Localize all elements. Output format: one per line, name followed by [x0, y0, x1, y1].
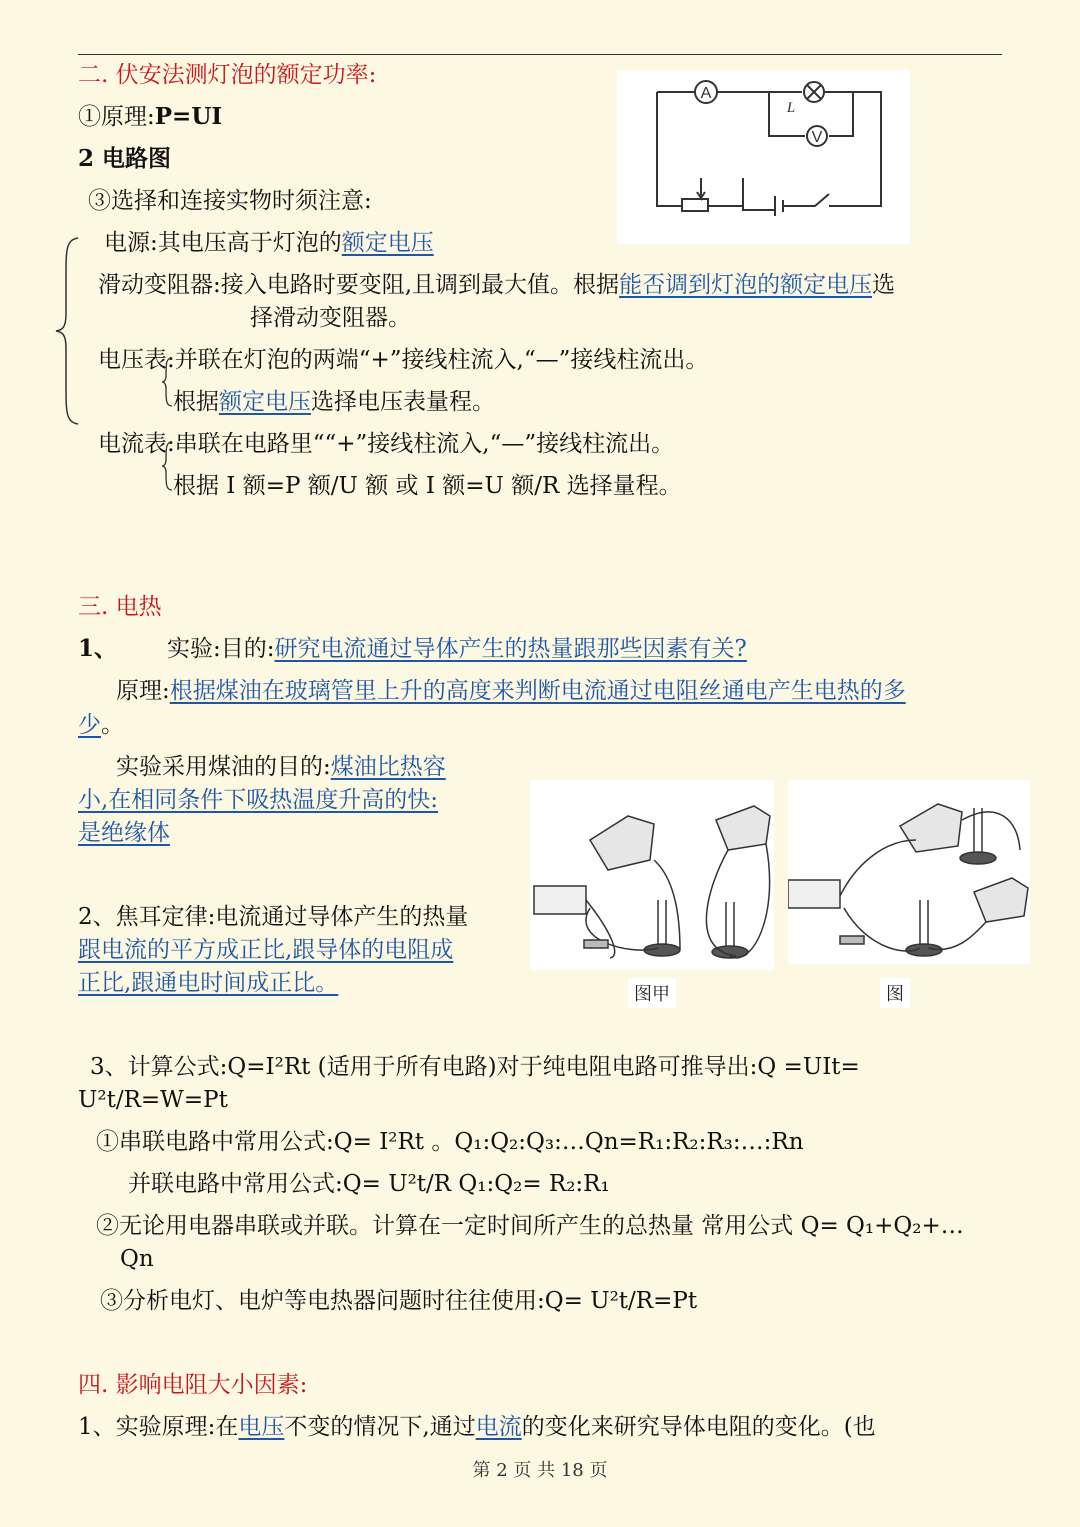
voltmeter-letter: V — [811, 129, 823, 146]
voltmeter-line-1: 电压表:并联在灯泡的两端“+”接线柱流入,“—”接线柱流出。 — [98, 347, 709, 373]
kerosene-prefix: 实验采用煤油的目的: — [116, 754, 331, 780]
exp-num: 1、 — [78, 635, 118, 662]
sec4-prefix: 1、实验原理:在 — [78, 1414, 239, 1440]
switch-2-icon — [840, 936, 864, 944]
lamp-letter: L — [786, 100, 796, 116]
tube-3-icon — [974, 808, 982, 856]
kerosene-line-2: 小,在相同条件下吸热温度升高的快: — [78, 787, 439, 813]
parallel-formula-line: 并联电路中常用公式:Q= U²t/R Q₁:Q₂= R₂:R₁ — [128, 1171, 610, 1197]
power-supply-line — [104, 228, 434, 258]
ammeter-letter: A — [700, 85, 712, 102]
meter-1-icon — [590, 816, 654, 870]
power-prefix: 电源:其电压高于灯泡的 — [104, 230, 342, 256]
series-formula-line: ①串联电路中常用公式:Q= I²Rt 。Q₁:Q₂:Q₃:…Qn=R₁:R₂:R₃:…:Rn — [96, 1129, 804, 1155]
kerosene-line-3: 是绝缘体 — [78, 820, 170, 846]
figure-caption-1: 图甲 — [628, 978, 676, 1008]
principle-label: ①原理: — [78, 104, 155, 130]
tube-2-icon — [726, 902, 734, 950]
meter-4-icon — [974, 878, 1028, 922]
principle-3-line-2 — [78, 710, 124, 740]
principle-3-blue-1: 根据煤油在玻璃管里上升的高度来判断电流通过电阻丝通电产生电热的多 — [169, 678, 906, 704]
section-3-title: 三. 电热 — [78, 594, 162, 620]
power-blue: 额定电压 — [341, 230, 434, 256]
experiment-figure-1-svg — [530, 780, 774, 970]
rheo-suffix: 选 — [872, 272, 896, 298]
circuit-diagram — [617, 70, 910, 244]
rheo-blue: 能否调到灯泡的额定电压 — [619, 272, 873, 298]
principle-line — [78, 102, 222, 132]
sec4-mid: 不变的情况下,通过 — [284, 1414, 476, 1440]
experiment-figure-2-svg — [788, 780, 1030, 964]
voltmeter-l2-blue: 额定电压 — [219, 389, 311, 415]
rheostat-line — [98, 270, 895, 300]
ammeter-line-1: 电流表:串联在电路里““+”接线柱流入,“—”接线柱流出。 — [98, 431, 675, 457]
top-rule — [78, 54, 1002, 55]
left-brace-icon — [54, 236, 84, 426]
experiment-figure-2 — [788, 780, 1030, 964]
sec4-blue-voltage: 电压 — [238, 1414, 285, 1440]
section-4-title: 四. 影响电阻大小因素: — [78, 1372, 308, 1398]
page-footer: 第 2 页 共 18 页 — [472, 1460, 608, 1481]
kerosene-blue-1: 煤油比热容 — [330, 754, 446, 780]
voltmeter-line-2 — [173, 387, 495, 417]
sec4-suffix: 的变化来研究导体电阻的变化。(也 — [521, 1414, 876, 1440]
circuit-svg — [617, 70, 910, 244]
circuit-label: 2 电路图 — [78, 145, 172, 172]
power-source-icon — [534, 886, 586, 914]
total-heat-line-2: Qn — [120, 1246, 154, 1272]
exp-label: 实验:目的: — [167, 636, 275, 662]
total-heat-line-1: ②无论用电器串联或并联。计算在一定时间所产生的总热量 常用公式 Q= Q₁+Q₂+… — [96, 1213, 964, 1239]
tube-4-icon — [920, 900, 928, 948]
principle-3-label: 原理: — [116, 678, 170, 704]
rheo-prefix: 滑动变阻器:接入电路时要变阻,且调到最大值。根据 — [98, 272, 620, 298]
sec4-blue-current: 电流 — [475, 1414, 522, 1440]
figure-caption-2: 图 — [880, 978, 910, 1008]
joule-line-3: 正比,跟通电时间成正比。 — [78, 970, 339, 996]
formula-line-1: 3、计算公式:Q=I²Rt (适用于所有电路)对于纯电阻电路可推导出:Q =UIt= — [90, 1054, 860, 1080]
experiment-figure-1 — [530, 780, 774, 970]
ammeter-brace-icon — [160, 440, 174, 492]
joule-line-2: 跟电流的平方成正比,跟导体的电阻成 — [78, 937, 454, 963]
meter-2-icon — [716, 806, 770, 850]
ammeter-line-2: 根据 I 额=P 额/U 额 或 I 额=U 额/R 选择量程。 — [173, 473, 682, 499]
principle-3-blue-2: 少 — [78, 712, 101, 738]
switch-icon — [584, 940, 608, 948]
experiment-line — [78, 634, 747, 664]
principle-3-line — [116, 676, 906, 706]
power-source-2-icon — [788, 880, 840, 908]
note-title: ③选择和连接实物时须注意: — [88, 188, 372, 214]
meter-3-icon — [900, 804, 962, 852]
joule-line-1: 2、焦耳定律:电流通过导体产生的热量 — [78, 904, 469, 930]
tube-1-icon — [658, 900, 666, 948]
voltmeter-l2-suffix: 选择电压表量程。 — [311, 389, 495, 415]
voltmeter-l2-prefix: 根据 — [173, 389, 219, 415]
voltmeter-brace-icon — [160, 356, 174, 408]
analysis-line: ③分析电灯、电炉等电热器问题时往往使用:Q= U²t/R=Pt — [100, 1288, 698, 1314]
exp-blue: 研究电流通过导体产生的热量跟那些因素有关? — [274, 636, 747, 662]
principle-formula: P=UI — [154, 103, 223, 130]
kerosene-line-1 — [116, 752, 446, 782]
section-2-title: 二. 伏安法测灯泡的额定功率: — [78, 62, 377, 88]
principle-3-end: 。 — [101, 712, 124, 738]
section-4-line-1 — [78, 1412, 876, 1442]
formula-line-2: U²t/R=W=Pt — [78, 1087, 228, 1113]
rheostat-line-2: 择滑动变阻器。 — [250, 305, 411, 331]
